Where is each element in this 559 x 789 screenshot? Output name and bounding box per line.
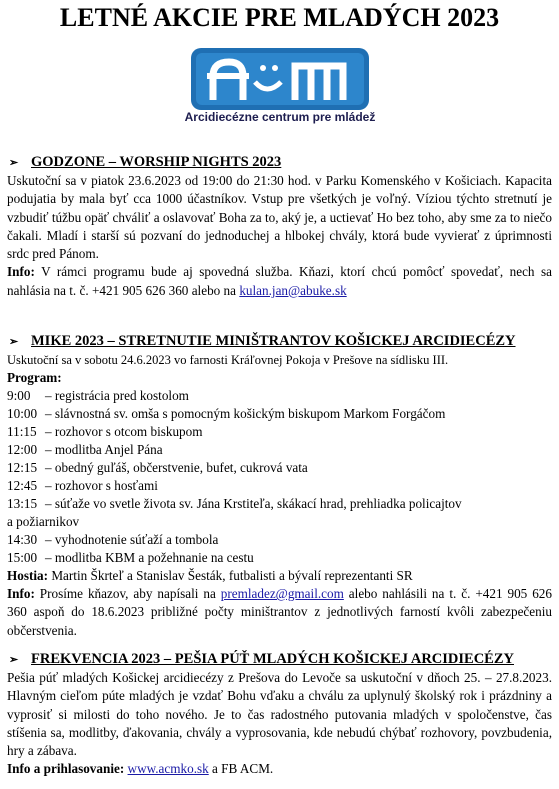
program-row: 14:30 – vyhodnotenie súťaží a tombola	[7, 532, 219, 547]
program-row: 12:45 – rozhovor s hosťami	[7, 478, 158, 493]
hosts-line: Hostia: Martin Škrteľ a Stanislav Šesták, futbalisti a bývalí reprezentanti SR	[7, 568, 413, 583]
section-heading: GODZONE – WORSHIP NIGHTS 2023	[31, 154, 282, 170]
section-intro: Uskutoční sa v sobotu 24.6.2023 vo farnosti Kráľovnej Pokoja v Prešove na sídlisku III.	[7, 353, 449, 367]
program-row: 10:00 – slávnostná sv. omša s pomocným košickým biskupom Markom Forgáčom	[7, 406, 446, 421]
program-row: 11:15 – rozhovor s otcom biskupom	[7, 424, 203, 439]
program-list	[7, 387, 552, 567]
arrow-bullet-icon: ➢	[9, 654, 19, 666]
program-row: a požiarnikov	[7, 514, 80, 529]
email-link[interactable]: premladez@gmail.com	[220, 586, 344, 601]
logo-caption: Arcidiecézne centrum pre mládež	[184, 110, 376, 124]
program-row: 12:00 – modlitba Anjel Pána	[7, 442, 163, 457]
section-frekvencia	[7, 651, 552, 779]
program-row: 9:00 – registrácia pred kostolom	[7, 388, 189, 403]
section-text: Pešia púť mladých Košickej arcidiecézy z Prešova do Levoče sa uskutoční v dňoch 25. – 27.8.2023. Hlavným cieľom púte mladých je vzdať Bohu vďaku a chválu za uplynulý školský rok i prázdniny a vyprosiť si milosti do toho nového. Je to čas radostného putovania mladých v spoločenstve, čas stíšenia sa, modlitby, ďakovania, chvály a vyprosovania, kde nebudú chýbať rozhovory, povzbudenia, hry a zábava.	[7, 670, 552, 759]
program-row: 15:00 – modlitba KBM a požehnanie na cestu	[7, 550, 254, 565]
page-title: LETNÉ AKCIE PRE MLADÝCH 2023	[59, 3, 500, 32]
arrow-bullet-icon: ➢	[9, 157, 19, 169]
section-info: Info: Prosíme kňazov, aby napísali na premladez@gmail.com alebo nahlásili na t. č. +421 905 626 360 aspoň do 18.6.2023 približné počty miništrantov z jednotlivých farností kvôli zabezpečeniu občerstvenia.	[7, 586, 552, 638]
section-heading: MIKE 2023 – STRETNUTIE MINIŠTRANTOV KOŠICKEJ ARCIDIECÉZY	[31, 333, 516, 349]
program-label: Program:	[7, 370, 62, 385]
section-heading: FREKVENCIA 2023 – PEŠIA PÚŤ MLADÝCH KOŠICKEJ ARCIDIECÉZY	[31, 651, 514, 667]
section-godzone	[7, 154, 552, 300]
section-info: Info: V rámci programu bude aj spovedná služba. Kňazi, ktorí chcú pomôcť spovedať, nech sa nahlásia na t. č. +421 905 626 360 alebo na kulan.jan@abuke.sk	[7, 264, 552, 298]
section-text: Uskutoční sa v piatok 23.6.2023 od 19:00 do 21:30 hod. v Parku Komenského v Košiciach. Kapacita podujatia by mala byť cca 1000 účastníkov. Vstup pre všetkých je voľný. Víziou týchto stretnutí je vzbudiť túžbu opäť chváliť a oslavovať Boha za to, aký je, a uctievať Ho bez toho, aby sme za to niečo čakali. Mladí i starší sú pozvaní do jednoduchej a hlbokej chvály, ktorá bude vyvierať z úprimnosti srdc pred Pánom.	[7, 173, 552, 262]
program-row: 13:15 – súťaže vo svetle života sv. Jána Krstiteľa, skákací hrad, prehliadka policajtov	[7, 496, 462, 511]
section-mike	[7, 333, 552, 640]
email-link[interactable]: kulan.jan@abuke.sk	[239, 282, 347, 298]
program-row: 12:15 – obedný guľáš, občerstvenie, bufet, cukrová vata	[7, 460, 308, 475]
arrow-bullet-icon: ➢	[9, 336, 19, 348]
section-info: Info a prihlasovanie: www.acmko.sk a FB ACM.	[7, 761, 274, 777]
website-link[interactable]: www.acmko.sk	[127, 761, 209, 777]
